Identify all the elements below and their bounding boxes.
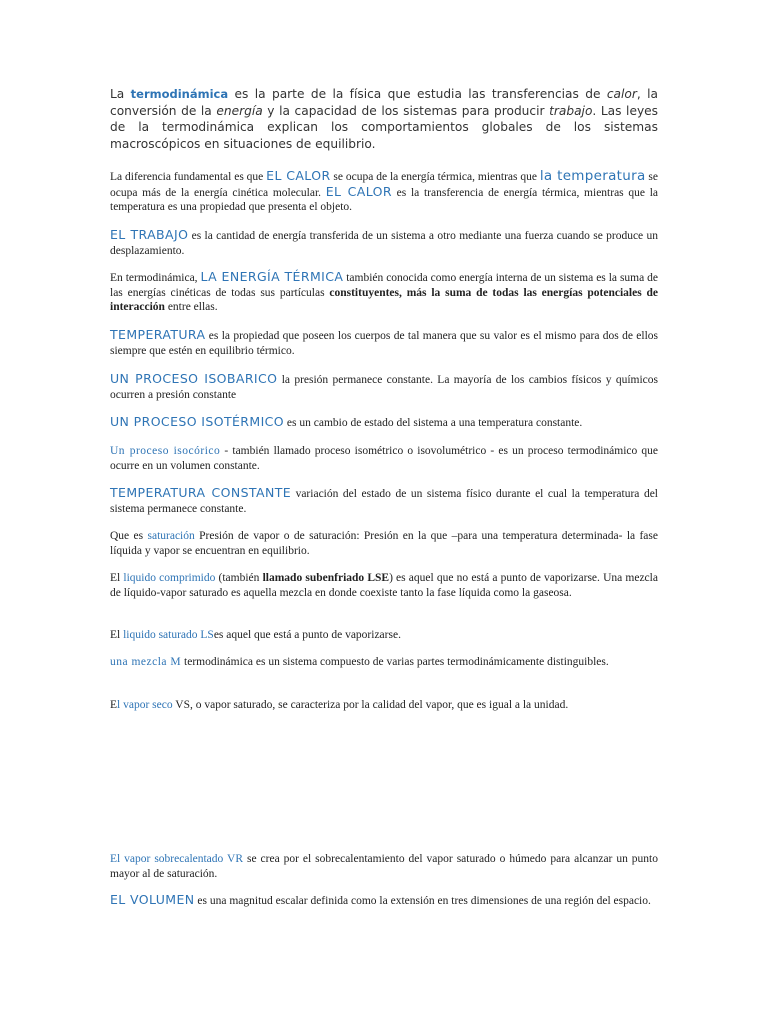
text: - también llamado proceso isométrico o isovolumétrico - es un proceso termodinámico que ocurre en un volumen constante. xyxy=(110,445,658,472)
text: (también xyxy=(215,572,263,584)
text: termodinámica es un sistema compuesto de varias partes termodinámicamente distinguibles. xyxy=(181,656,609,668)
text: . Las leyes de la termodinámica explican los comportamientos globales de los sistemas macroscópicos en situaciones de equilibrio. xyxy=(110,103,659,151)
bold-text: llamado subenfriado LSE xyxy=(262,572,390,584)
text: es aquel que está a punto de vaporizarse. xyxy=(213,629,401,641)
link-una-mezcla[interactable]: una mezcla M xyxy=(110,656,182,668)
link-saturacion[interactable]: saturación xyxy=(147,530,195,542)
paragraph-isocorico xyxy=(110,444,658,473)
text: El xyxy=(110,629,124,641)
keyword-proceso-isotermico: UN PROCESO ISOTÉRMICO xyxy=(110,414,285,429)
paragraph-liquido-saturado xyxy=(110,628,658,643)
text: la presión permanece constante. La mayoría de los cambios físicos y químicos ocurren a presión constante xyxy=(110,374,658,401)
paragraph-vapor-sobrecalentado xyxy=(110,852,658,881)
keyword-temperatura: TEMPERATURA xyxy=(110,327,206,342)
text: se crea por el sobrecalentamiento del vapor saturado o húmedo para alcanzar un punto mayor al de saturación. xyxy=(110,853,659,880)
text: En termodinámica, xyxy=(110,272,201,284)
paragraph-mezcla xyxy=(110,655,658,670)
text: se ocupa de la energía térmica, mientras que xyxy=(330,171,540,183)
term-energia: energía xyxy=(216,103,263,118)
text: Que es xyxy=(110,530,148,542)
bold-text: constituyentes, más la suma de todas las energías potenciales de interacción xyxy=(110,286,658,313)
keyword-proceso-isocorico: Un proceso isocórico xyxy=(110,445,221,457)
paragraph-isotermico xyxy=(110,415,658,431)
paragraph-temperatura-constante xyxy=(110,486,658,516)
text: es la cantidad de energía transferida de un sistema a otro mediante una fuerza cuando se produce un desplazamiento. xyxy=(110,230,658,257)
keyword-el-volumen: EL VOLUMEN xyxy=(110,892,195,907)
text: , la conversión de la xyxy=(110,87,658,118)
text: y la capacidad de los sistemas para producir xyxy=(262,103,550,118)
keyword-proceso-isobarico: UN PROCESO ISOBARICO xyxy=(110,371,278,386)
paragraph-liquido-comprimido xyxy=(110,571,658,600)
link-vapor-seco[interactable]: l vapor seco xyxy=(117,699,173,711)
text: VS, o vapor saturado, se caracteriza por la calidad del vapor, que es igual a la unidad. xyxy=(172,699,569,711)
keyword-termodinamica: termodinámica xyxy=(130,87,229,101)
keyword-la-energia-termica: LA ENERGÍA TÉRMICA xyxy=(200,269,344,284)
paragraph-energia-termica xyxy=(110,270,658,315)
text: también conocida como energía interna de un sistema es la suma de las energías cinéticas de todas sus partículas xyxy=(110,272,659,299)
paragraph-volumen xyxy=(110,893,658,909)
term-calor: calor xyxy=(606,87,637,101)
text: El xyxy=(110,572,124,584)
keyword-la-temperatura: la temperatura xyxy=(539,168,646,184)
text: es la transferencia de energía térmica, mientras que la temperatura es una propiedad que presenta el objeto. xyxy=(110,186,658,213)
text: es una magnitud escalar definida como la extensión en tres dimensiones de una región del espacio. xyxy=(194,895,651,907)
link-liquido-saturado[interactable]: liquido saturado LS xyxy=(123,629,214,641)
text: se ocupa más de la energía cinética molecular. xyxy=(110,171,658,199)
text: Presión de vapor o de saturación: Presión en la que –para una temperatura determinada- la fase líquida y vapor se encuentran en equilibrio. xyxy=(110,530,658,557)
keyword-el-calor-2: EL CALOR xyxy=(325,183,392,199)
paragraph-calor-temperatura xyxy=(110,169,658,215)
keyword-el-calor: EL CALOR xyxy=(266,168,331,183)
keyword-el-trabajo: EL TRABAJO xyxy=(110,227,189,242)
link-liquido-comprimido[interactable]: liquido comprimido xyxy=(123,572,216,584)
text: es la parte de la física que estudia las transferencias de xyxy=(228,87,607,101)
text: es la propiedad que poseen los cuerpos de tal manera que su valor es el mismo para dos de ellos siempre que estén en equilibrio térmico. xyxy=(110,330,658,357)
paragraph-isobarico xyxy=(110,372,658,402)
paragraph-temperatura xyxy=(110,328,658,358)
paragraph-trabajo xyxy=(110,228,658,258)
text: ) es aquel que no está a punto de vaporizarse. Una mezcla de líquido-vapor saturado es aquella mezcla en donde coexiste tanto la fase líquida como la gaseosa. xyxy=(110,572,658,599)
paragraph-vapor-seco xyxy=(110,698,658,713)
keyword-temperatura-constante: TEMPERATURA CONSTANTE xyxy=(110,485,292,500)
text: La xyxy=(110,87,131,101)
term-trabajo: trabajo xyxy=(549,103,593,118)
paragraph-saturacion xyxy=(110,529,658,558)
paragraph-termodinamica xyxy=(110,86,658,152)
text: La diferencia fundamental es que xyxy=(110,171,267,183)
text: entre ellas. xyxy=(164,301,218,313)
link-vapor-sobrecalentado[interactable]: El vapor sobrecalentado VR xyxy=(110,853,244,865)
text: variación del estado de un sistema físico durante el cual la temperatura del sistema permanece constante. xyxy=(110,488,658,515)
text: es un cambio de estado del sistema a una temperatura constante. xyxy=(284,417,583,429)
text: E xyxy=(110,699,118,711)
